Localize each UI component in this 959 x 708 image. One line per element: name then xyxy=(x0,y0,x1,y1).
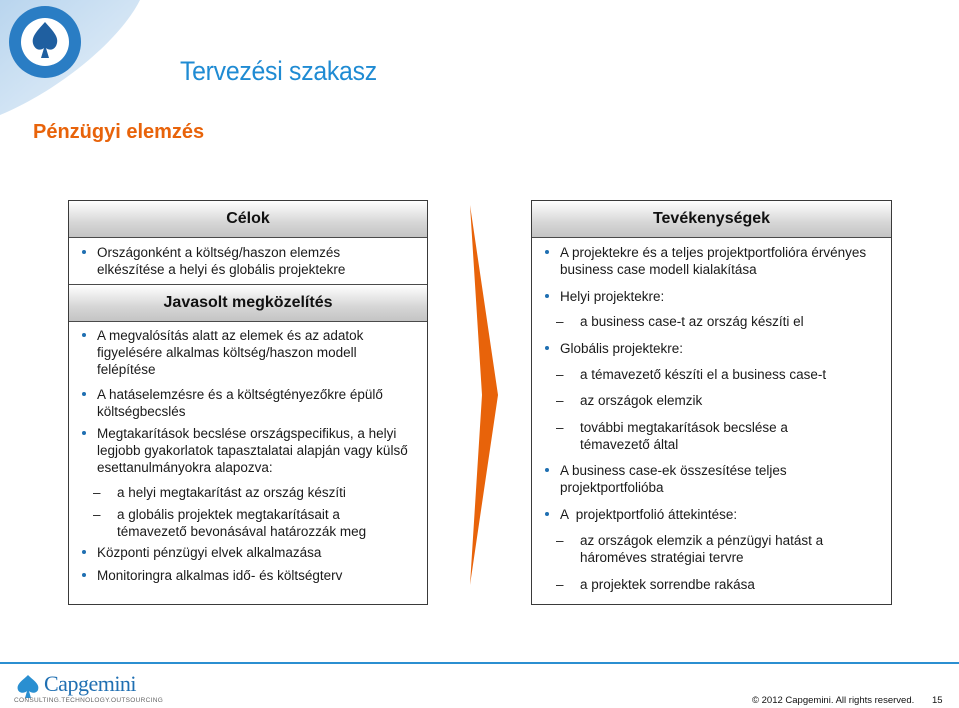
activities-panel xyxy=(531,200,892,605)
list-item: A hatáselemzésre és a költségtényezőkre épülő költségbecslés xyxy=(97,386,417,420)
spade-logo-icon xyxy=(18,675,39,698)
list-item: – további megtakarítások becslése a témavezető által xyxy=(580,419,850,453)
slide-subtitle: Pénzügyi elemzés xyxy=(33,121,205,143)
list-item: – az országok elemzik xyxy=(580,392,880,409)
list-item: – a témavezető készíti el a business case-t xyxy=(580,366,880,383)
list-item: Megtakarítások becslése országspecifikus, a helyi legjobb gyakorlatok tapasztalatai alapján vagy külső esettanulmányokra alapozva: xyxy=(97,425,422,476)
logo-tagline: CONSULTING.TECHNOLOGY.OUTSOURCING xyxy=(14,697,164,704)
goals-header: Célok xyxy=(69,201,427,238)
chevron-arrow-icon xyxy=(468,205,500,585)
list-item: A business case-ek összesítése teljes projektportfolióba xyxy=(560,462,850,496)
list-item: – a globális projektek megtakarításait a témavezető bevonásával határozzák meg xyxy=(117,506,407,540)
list-item: – a business case-t az ország készíti el xyxy=(580,313,880,330)
list-item: A projektportfolió áttekintése: xyxy=(560,506,880,523)
list-item: A projektekre és a teljes projektportfolióra érvényes business case modell kialakítása xyxy=(560,244,880,278)
slide-title: Tervezési szakasz xyxy=(180,56,377,86)
list-item: Helyi projektekre: xyxy=(560,288,880,305)
footer-divider xyxy=(0,662,959,664)
approach-header: Javasolt megközelítés xyxy=(69,284,427,322)
list-item: – az országok elemzik a pénzügyi hatást a hároméves stratégiai tervre xyxy=(580,532,880,566)
list-item: – a projektek sorrendbe rakása xyxy=(580,576,880,593)
list-item: A megvalósítás alatt az elemek és az adatok figyelésére alkalmas költség/haszon modell felépítése xyxy=(97,327,417,378)
list-item: Központi pénzügyi elvek alkalmazása xyxy=(97,544,417,561)
goals-panel xyxy=(68,200,428,605)
list-item: Országonként a költség/haszon elemzés elkészítése a helyi és globális projektekre xyxy=(97,244,397,278)
page-number: 15 xyxy=(932,695,943,706)
copyright-text: © 2012 Capgemini. All rights reserved. xyxy=(752,695,915,706)
activities-header: Tevékenységek xyxy=(532,201,891,238)
logo-wordmark: Capgemini xyxy=(44,671,137,696)
list-item: Globális projektekre: xyxy=(560,340,880,357)
list-item: Monitoringra alkalmas idő- és költségterv xyxy=(97,567,417,584)
list-item: – a helyi megtakarítást az ország készíti xyxy=(117,484,417,501)
collaborative-badge-icon xyxy=(9,6,81,78)
